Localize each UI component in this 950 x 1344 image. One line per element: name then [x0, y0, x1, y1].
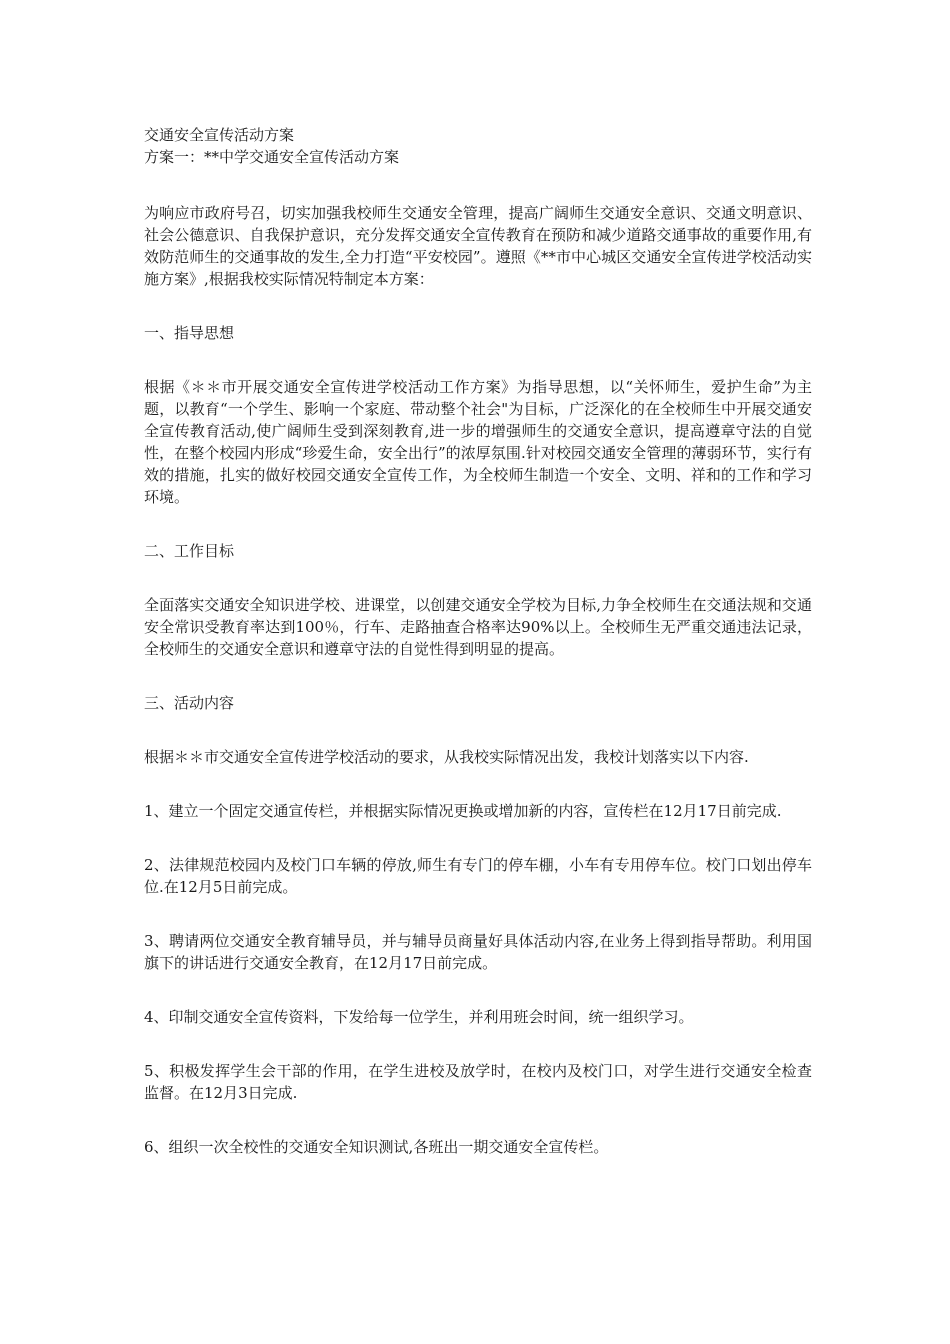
section1-heading: 一、指导思想 — [144, 324, 235, 342]
list-item: 5、积极发挥学生会干部的作用，在学生进校及放学时，在校内及校门口，对学生进行交通安全检查监督。在12月3日完成. — [144, 1062, 812, 1102]
section3-intro: 根据＊＊市交通安全宣传进学校活动的要求，从我校实际情况出发，我校计划落实以下内容. — [144, 748, 749, 766]
intro-paragraph: 为响应市政府号召，切实加强我校师生交通安全管理，提高广阔师生交通安全意识、交通文明意识、社会公德意识、自我保护意识，充分发挥交通安全宣传教育在预防和减少道路交通事故的重要作用,有效防范师生的交通事故的发生,全力打造“平安校园”。遵照《**市中心城区交通安全宣传进学校活动实施方案》,根据我校实际情况特制定本方案： — [144, 204, 812, 288]
list-item: 1、建立一个固定交通宣传栏，并根据实际情况更换或增加新的内容，宣传栏在12月17日前完成. — [144, 802, 782, 820]
list-item: 6、组织一次全校性的交通安全知识测试,各班出一期交通安全宣传栏。 — [144, 1138, 609, 1156]
document-page — [144, 124, 812, 1158]
document-title: 交通安全宣传活动方案 — [144, 126, 295, 144]
section3-heading: 三、活动内容 — [144, 694, 235, 712]
section1-body: 根据《＊＊市开展交通安全宣传进学校活动工作方案》为指导思想，以“关怀师生，爱护生命”为主题，以教育“一个学生、影响一个家庭、带动整个社会"为目标，广泛深化的在全校师生中开展交通安全宣传教育活动,使广阔师生受到深刻教育,进一步的增强师生的交通安全意识，提高遵章守法的自觉性，在整个校园内形成“珍爱生命，安全出行”的浓厚氛围.针对校园交通安全管理的薄弱环节，实行有效的措施，扎实的做好校园交通安全宣传工作，为全校师生制造一个安全、文明、祥和的工作和学习环境。 — [144, 378, 812, 506]
list-item: 3、聘请两位交通安全教育辅导员，并与辅导员商量好具体活动内容,在业务上得到指导帮助。利用国旗下的讲话进行交通安全教育，在12月17日前完成。 — [144, 932, 812, 972]
section2-body: 全面落实交通安全知识进学校、进课堂，以创建交通安全学校为目标,力争全校师生在交通法规和交通安全常识受教育率达到100％，行车、走路抽查合格率达90%以上。全校师生无严重交通违法记录，全校师生的交通安全意识和遵章守法的自觉性得到明显的提高。 — [144, 596, 812, 658]
document-subtitle: 方案一：**中学交通安全宣传活动方案 — [144, 148, 400, 166]
list-item: 2、法律规范校园内及校门口车辆的停放,师生有专门的停车棚，小车有专用停车位。校门口划出停车位.在12月5日前完成。 — [144, 856, 812, 896]
section2-heading: 二、工作目标 — [144, 542, 235, 560]
list-item: 4、印制交通安全宣传资料，下发给每一位学生，并利用班会时间，统一组织学习。 — [144, 1008, 694, 1026]
